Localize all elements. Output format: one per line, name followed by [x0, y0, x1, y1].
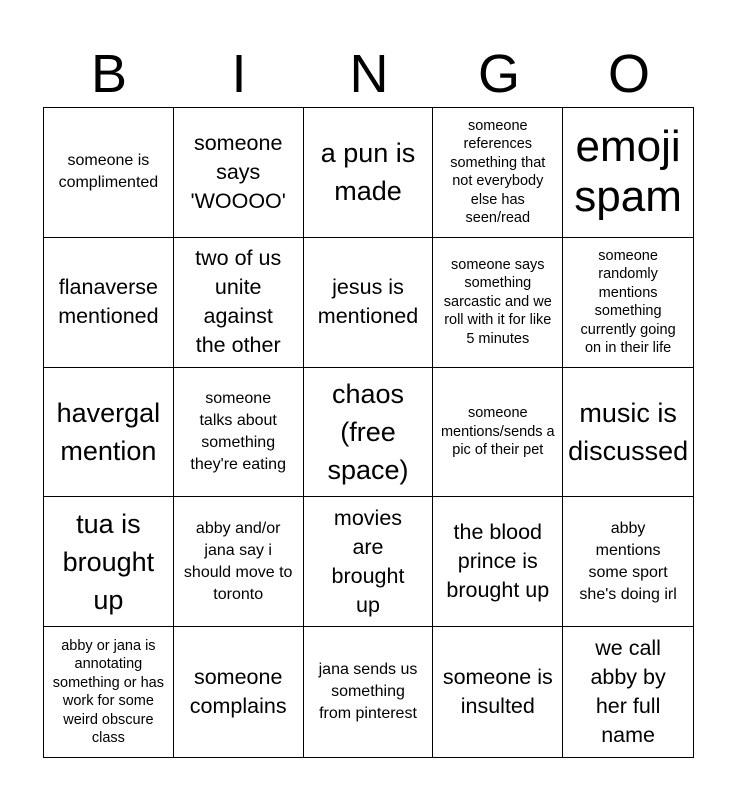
cell-text: someone is insulted: [442, 665, 553, 719]
bingo-cell-16[interactable]: [44, 497, 174, 627]
bingo-cell-22[interactable]: [174, 627, 304, 757]
cell-text: abby or jana is annotating something or has work for some weird obscure class: [52, 637, 164, 747]
cell-text: two of us unite against the other: [195, 246, 282, 358]
bingo-cell-13[interactable]: [304, 368, 434, 498]
cell-text: someone says something sarcastic and we roll with it for like 5 minutes: [443, 256, 552, 347]
bingo-cell-20[interactable]: [563, 497, 693, 627]
bingo-cell-9[interactable]: [433, 238, 563, 368]
bingo-grid: [43, 107, 694, 758]
cell-text: havergal mention: [56, 397, 161, 466]
cell-text: chaos (free space): [327, 378, 409, 485]
cell-text: emoji spam: [574, 122, 682, 222]
cell-text: someone is complimented: [58, 152, 159, 192]
cell-text: someone randomly mentions something currently going on in their life: [580, 247, 676, 357]
bingo-cell-17[interactable]: [174, 497, 304, 627]
header-letter-n: N: [349, 44, 389, 104]
bingo-cell-7[interactable]: [174, 238, 304, 368]
cell-text: abby mentions some sport she's doing irl: [579, 519, 677, 603]
cell-text: we call abby by her full name: [590, 636, 666, 748]
bingo-cell-14[interactable]: [433, 368, 563, 498]
cell-text: someone complains: [189, 665, 287, 719]
header-letter-g: G: [477, 44, 520, 104]
bingo-cell-5[interactable]: [563, 108, 693, 238]
bingo-header: [44, 40, 694, 108]
bingo-cell-12[interactable]: [174, 368, 304, 498]
cell-text: tua is brought up: [62, 508, 155, 615]
cell-text: the blood prince is brought up: [446, 520, 550, 603]
bingo-cell-25[interactable]: [563, 627, 693, 757]
bingo-cell-23[interactable]: [304, 627, 434, 757]
bingo-cell-8[interactable]: [304, 238, 434, 368]
bingo-cell-19[interactable]: [433, 497, 563, 627]
bingo-cell-24[interactable]: [433, 627, 563, 757]
cell-text: a pun is made: [320, 138, 416, 207]
bingo-cell-10[interactable]: [563, 238, 693, 368]
cell-text: someone talks about something they're eating: [190, 389, 286, 473]
cell-text: someone references something that not everybody else has seen/read: [450, 117, 546, 227]
bingo-cell-18[interactable]: [304, 497, 434, 627]
cell-text: someone says 'WOOOO': [190, 130, 286, 213]
bingo-cell-1[interactable]: [44, 108, 174, 238]
bingo-cell-21[interactable]: [44, 627, 174, 757]
cell-text: jana sends us something from pinterest: [318, 661, 418, 723]
bingo-cell-15[interactable]: [563, 368, 693, 498]
bingo-cell-11[interactable]: [44, 368, 174, 498]
cell-text: someone mentions/sends a pic of their pet: [440, 405, 555, 459]
cell-text: abby and/or jana say i should move to toronto: [183, 519, 293, 603]
bingo-cell-2[interactable]: [174, 108, 304, 238]
header-letter-b: B: [90, 44, 128, 104]
header-letter-i: I: [231, 44, 247, 104]
bingo-cell-4[interactable]: [433, 108, 563, 238]
bingo-cell-6[interactable]: [44, 238, 174, 368]
cell-text: music is discussed: [568, 397, 689, 466]
cell-text: jesus is mentioned: [317, 275, 419, 329]
bingo-cell-3[interactable]: [304, 108, 434, 238]
cell-text: flanaverse mentioned: [58, 275, 159, 329]
header-letter-o: O: [607, 44, 650, 104]
cell-text: movies are brought up: [331, 505, 405, 617]
